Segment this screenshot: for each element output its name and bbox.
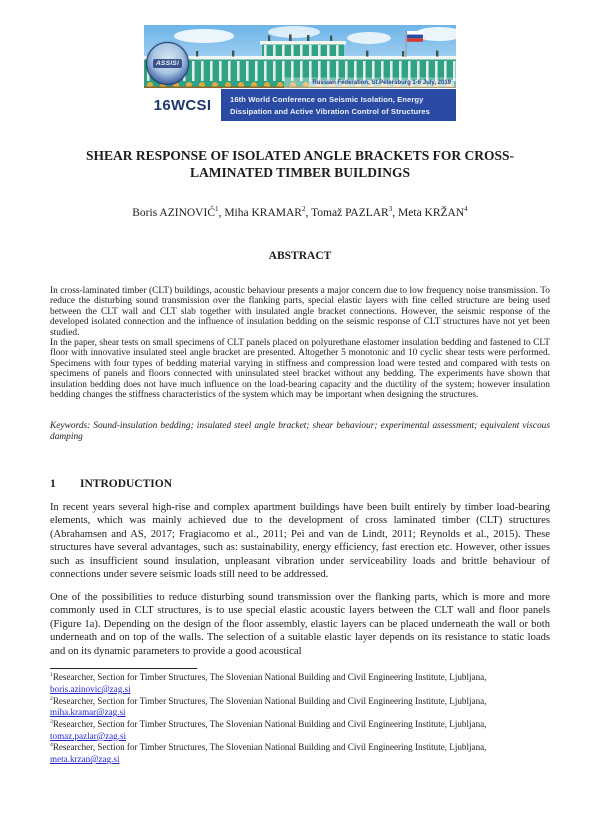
paper-title: [50, 148, 550, 181]
intro-paragraph-1: In recent years several high-rise and complex apartment buildings have been built entirely by timber load-bearing elements, which was mainly achieved due to the development of cross laminated timber (CLT) structures (Abrahamsen and AS, 2017; Fragiacomo et al., 2011; Pei and van de Lindt, 2011; Reynolds et al., 2015). These structures have several advantages, such as: sustainability, energy efficiency, fast erection etc. However, other issues such as insufficient sound insulation, unpleasant vibration under serviceability loads and brittle behaviour of connections under severe seismic loads still need to be addressed.: [50, 501, 550, 581]
author-affiliation-ref: 1: [215, 205, 219, 214]
abstract-paragraph-1: In cross-laminated timber (CLT) buildings, acoustic behaviour presents a major concern due to low frequency noise transmission. To reduce the disturbing sound transmission over the flanking parts, special elastic layers with fine celled structure are being used between the CLT wall and CLT slab together with insulated angle bracket connections. However, the seismic response of the developed isolated connection and the influence of insulation bedding on the seismic response of CLT structures have not yet been studied.: [50, 286, 550, 338]
keywords-line: Keywords: Sound-insulation bedding; insulated steel angle bracket; shear behaviour; experimental assessment; equivalent viscous damping: [50, 421, 550, 443]
author-name: Meta KRŽAN$^4$: [398, 205, 468, 219]
footnote-number: 4: [50, 742, 53, 749]
footnote-email-link[interactable]: boris.azinovic@zag.si: [50, 683, 131, 694]
abstract-heading: ABSTRACT: [268, 250, 332, 262]
conference-title-box: [221, 89, 456, 121]
author-affiliation-ref: 2: [301, 205, 306, 214]
section-title: INTRODUCTION: [80, 477, 173, 490]
author-name: Tomaž PAZLAR$^3$: [311, 205, 393, 219]
author-name: Miha KRAMAR$^2$: [224, 205, 306, 219]
footnote-email-link[interactable]: miha.kramar@zag.si: [50, 707, 126, 718]
paper-title-line1: SHEAR RESPONSE OF ISOLATED ANGLE BRACKETS FOR CROSS-: [86, 148, 514, 163]
footnote-email-link[interactable]: meta.krzan@zag.si: [50, 754, 120, 765]
authors-line: Boris AZINOVIĆ$^1$, Miha KRAMAR$^2$, Tomaž PAZLAR$^3$, Meta KRŽAN$^4$: [132, 205, 468, 219]
abstract-body: [50, 286, 550, 400]
footnote-item: $^3$Researcher, Section for Timber Structures, The Slovenian National Building and Civil Engineering Institute, Ljubljana, tomaz.pazlar@zag.si: [50, 718, 487, 741]
author-affiliation-ref: 3: [388, 205, 393, 214]
banner-caption: Russian Federation, St.Petersburg 1-6 July, 2019: [309, 80, 454, 87]
footnote-item: $^2$Researcher, Section for Timber Structures, The Slovenian National Building and Civil Engineering Institute, Ljubljana, miha.kramar@zag.si: [50, 695, 487, 718]
footnotes: [50, 672, 550, 766]
conference-banner: [144, 25, 456, 121]
conference-title-line2: Dissipation and Active Vibration Control of Structures: [230, 106, 430, 116]
conference-title-line1: 16th World Conference on Seismic Isolation, Energy: [230, 94, 424, 104]
section-heading-introduction: [50, 478, 550, 490]
footnote-email-link[interactable]: tomaz.pazlar@zag.si: [50, 730, 127, 741]
author-name: Boris AZINOVIĆ$^1$: [132, 205, 219, 219]
paper-title-line2: LAMINATED TIMBER BUILDINGS: [189, 164, 411, 180]
section-number: 1: [50, 477, 56, 490]
winter-palace-photo: [144, 25, 456, 88]
footnote-item: $^4$Researcher, Section for Timber Structures, The Slovenian National Building and Civil Engineering Institute, Ljubljana, meta.krzan@zag.si: [50, 742, 487, 765]
assisi-logo-icon: [146, 42, 189, 85]
conference-acronym: 16WCSI: [153, 96, 212, 114]
assisi-logo-text: ASSISi: [153, 59, 182, 68]
footnote-item: $^1$Researcher, Section for Timber Structures, The Slovenian National Building and Civil Engineering Institute, Ljubljana, boris.azinovic@zag.si: [50, 672, 487, 694]
abstract-paragraph-2: In the paper, shear tests on small specimens of CLT panels placed on polyurethane elastomer insulation bedding and fastened to CLT floor with innovative insulated steel angle bracket are presented. Altogether 5 monotonic and 10 cyclic shear tests were performed. Specimens with four types of bedding material varying in stiffness and compression load were tested and compared with tests on specimens of panels and floors connected with uninsulated steel bracket without any bedding. The experiments have shown that insulation bedding does not have much influence on the load-bearing capacity and the ductility of the system; however insulation bedding changes the stiffness characteristics of the system which may be important when designing the structures.: [50, 338, 550, 401]
footnote-separator: [50, 668, 197, 669]
banner-bottom-row: [144, 89, 456, 121]
conference-acronym-cell: [144, 89, 221, 121]
footnote-number: 1: [50, 672, 53, 679]
paper-content: [0, 148, 600, 766]
footnote-number: 2: [50, 695, 53, 702]
footnote-number: 3: [50, 718, 53, 725]
author-affiliation-ref: 4: [464, 205, 468, 214]
intro-paragraph-2: One of the possibilities to reduce disturbing sound transmission over the flanking parts, which is more and more commonly used in CLT structures, is to use special elastic acoustic layers between the CLT wall and floor panels (Figure 1a). Depending on the design of the floor assembly, elastic layers can be placed underneath the wall or both underneath and on top of the walls. The selection of a suitable elastic layer depends on its resistance to static loads and on its dynamic parameters to provide a good acoustical: [50, 591, 550, 657]
banner-photo: [144, 25, 456, 88]
